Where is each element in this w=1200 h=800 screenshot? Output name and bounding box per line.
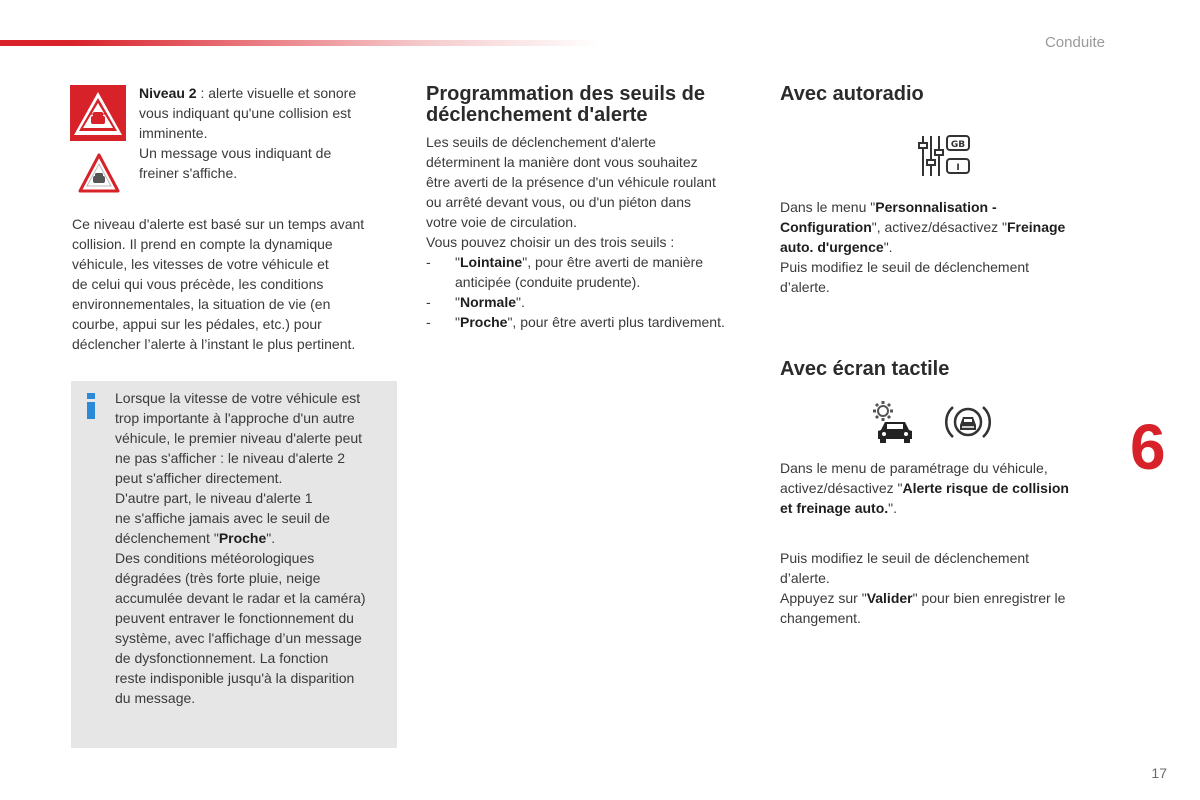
thresholds-section: Programmation des seuils de déclenchement d'alerte Les seuils de déclenchement d'alerte déterminent la manière dont vous souhaitez être averti de la présence d'un véhicule roulant ou arrêté devant vous, ou d'un piéton dans votre voie de circulation. Vous pouvez choisir un des trois seuils : - "Lointaine", pour être averti de manière anticipée (conduite prudente). - "Normale". - "Proche", pour être averti plus tardivement. (426, 84, 766, 332)
niveau2-title: Niveau 2 (139, 85, 197, 101)
threshold-item-proche: - "Proche", pour être averti plus tardivement. (426, 314, 725, 330)
radio-settings-icon (917, 133, 971, 179)
warning-icon-filled (70, 85, 126, 141)
svg-text:I: I (956, 163, 960, 173)
info-text: Lorsque la vitesse de votre véhicule est trop importante à l'approche d'un autre véhicule, le premier niveau d'alerte peut ne pas s'afficher : le niveau d'alerte 2 peut s'afficher directement. D'autre part, le niveau d'alerte 1 ne s'affiche jamais avec le seuil de déclenchement "Proche". Des conditions météorologiques dégradées (très forte pluie, neige accumulée devant le radar et la caméra) peuvent entraver le fonctionnement du système, avec l'affichage d’un message de dysfonctionnement. La fonction reste indisponible jusqu'à la disparition du message. (115, 390, 366, 706)
chapter-number: 6 (1130, 411, 1166, 483)
vehicle-settings-icon (872, 400, 916, 444)
info-box (71, 381, 397, 748)
header-accent-bar (0, 40, 600, 46)
niveau2-text: Niveau 2 : alerte visuelle et sonore vous indiquant qu'une collision est imminente. Un message vous indiquant de freiner s'affiche. (139, 85, 357, 181)
threshold-item-lointaine: - "Lointaine", pour être averti de manière (426, 254, 704, 270)
svg-text:GB: GB (950, 140, 966, 150)
warning-icon-outline (78, 152, 120, 194)
autoradio-text: Dans le menu "Personnalisation - Configuration", activez/désactivez "Freinage auto. d'urgence". Puis modifiez le seuil de déclenchement d’alerte. (780, 199, 1066, 295)
page-number: 17 (1151, 765, 1167, 781)
thresholds-heading-line1: Programmation des seuils de (426, 83, 705, 105)
alert-level-paragraph: Ce niveau d'alerte est basé sur un temps avant collision. Il prend en compte la dynamique véhicule, les vitesses de votre véhicule et de celui qui vous précède, les conditions environnementales, la situation de vie (en courbe, appui sur les pédales, etc.) pour déclencher l’alerte à l’instant le plus pertinent. (72, 216, 365, 352)
section-title: Conduite (1044, 34, 1105, 51)
touchscreen-text: Dans le menu de paramétrage du véhicule, activez/désactivez "Alerte risque de collision et freinage auto.". Puis modifiez le seuil de déclenchement d’alerte. Appuyez sur "Valider" pour bien enregistrer le changement. (780, 460, 1069, 626)
autoradio-heading: Avec autoradio (780, 83, 924, 105)
threshold-item-normale: - "Normale". (426, 294, 525, 310)
info-icon (86, 393, 96, 419)
touchscreen-heading: Avec écran tactile (780, 358, 950, 380)
collision-alert-icon (945, 400, 991, 444)
thresholds-heading-line2: déclenchement d'alerte (426, 104, 648, 126)
